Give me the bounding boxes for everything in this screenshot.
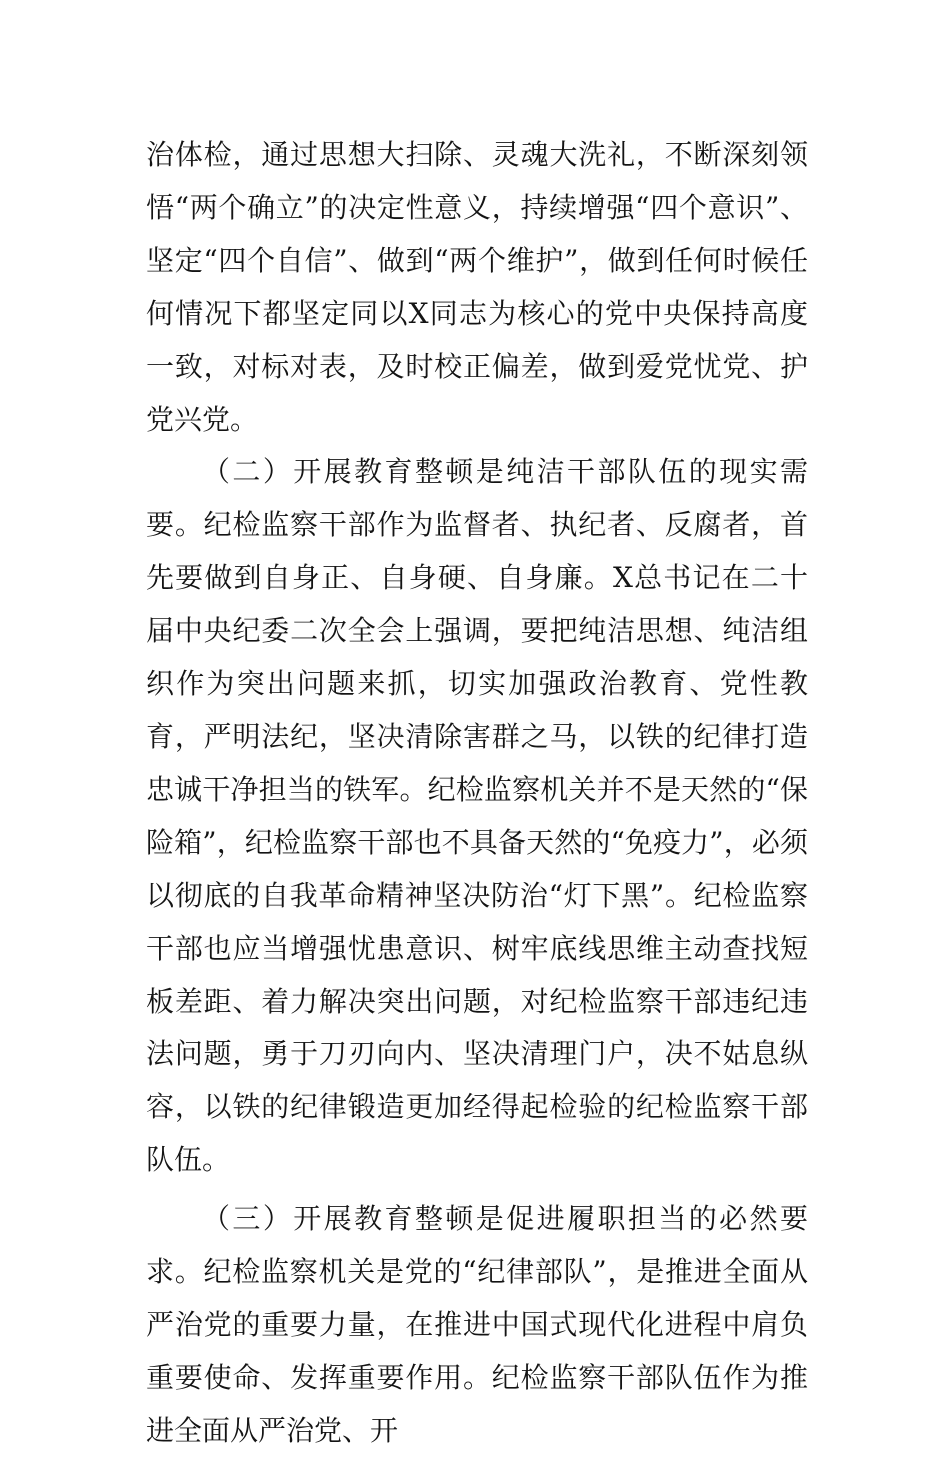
- paragraph-section-three: （三）开展教育整顿是促进履职担当的必然要求。纪检监察机关是党的“纪律部队”，是推进全面从严治党的重要力量，在推进中国式现代化进程中肩负重要使命、发挥重要作用。纪检监察干部队伍作为推进全面从严治党、开: [146, 1202, 808, 1447]
- document-body: [146, 129, 808, 1458]
- paragraph-section-two: （二）开展教育整顿是纯洁干部队伍的现实需要。纪检监察干部作为监督者、执纪者、反腐者，首先要做到自身正、自身硬、自身廉。X总书记在二十届中央纪委二次全会上强调，要把纯洁思想、纯洁组织作为突出问题来抓，切实加强政治教育、党性教育，严明法纪，坚决清除害群之马，以铁的纪律打造忠诚干净担当的铁军。纪检监察机关并不是天然的“保险箱”，纪检监察干部也不具备天然的“免疫力”，必须以彻底的自我革命精神坚决防治“灯下黑”。纪检监察干部也应当增强忧患意识、树牢底线思维主动查找短板差距、着力解决突出问题，对纪检监察干部违纪违法问题，勇于刀刃向内、坚决清理门户，决不姑息纵容，以铁的纪律锻造更加经得起检验的纪检监察干部队伍。: [146, 455, 808, 1177]
- paragraph-continuation: 治体检，通过思想大扫除、灵魂大洗礼，不断深刻领悟“两个确立”的决定性意义，持续增强“四个意识”、坚定“四个自信”、做到“两个维护”，做到任何时候任何情况下都坚定同以X同志为核心的党中央保持高度一致，对标对表，及时校正偏差，做到爱党忧党、护党兴党。: [146, 138, 808, 436]
